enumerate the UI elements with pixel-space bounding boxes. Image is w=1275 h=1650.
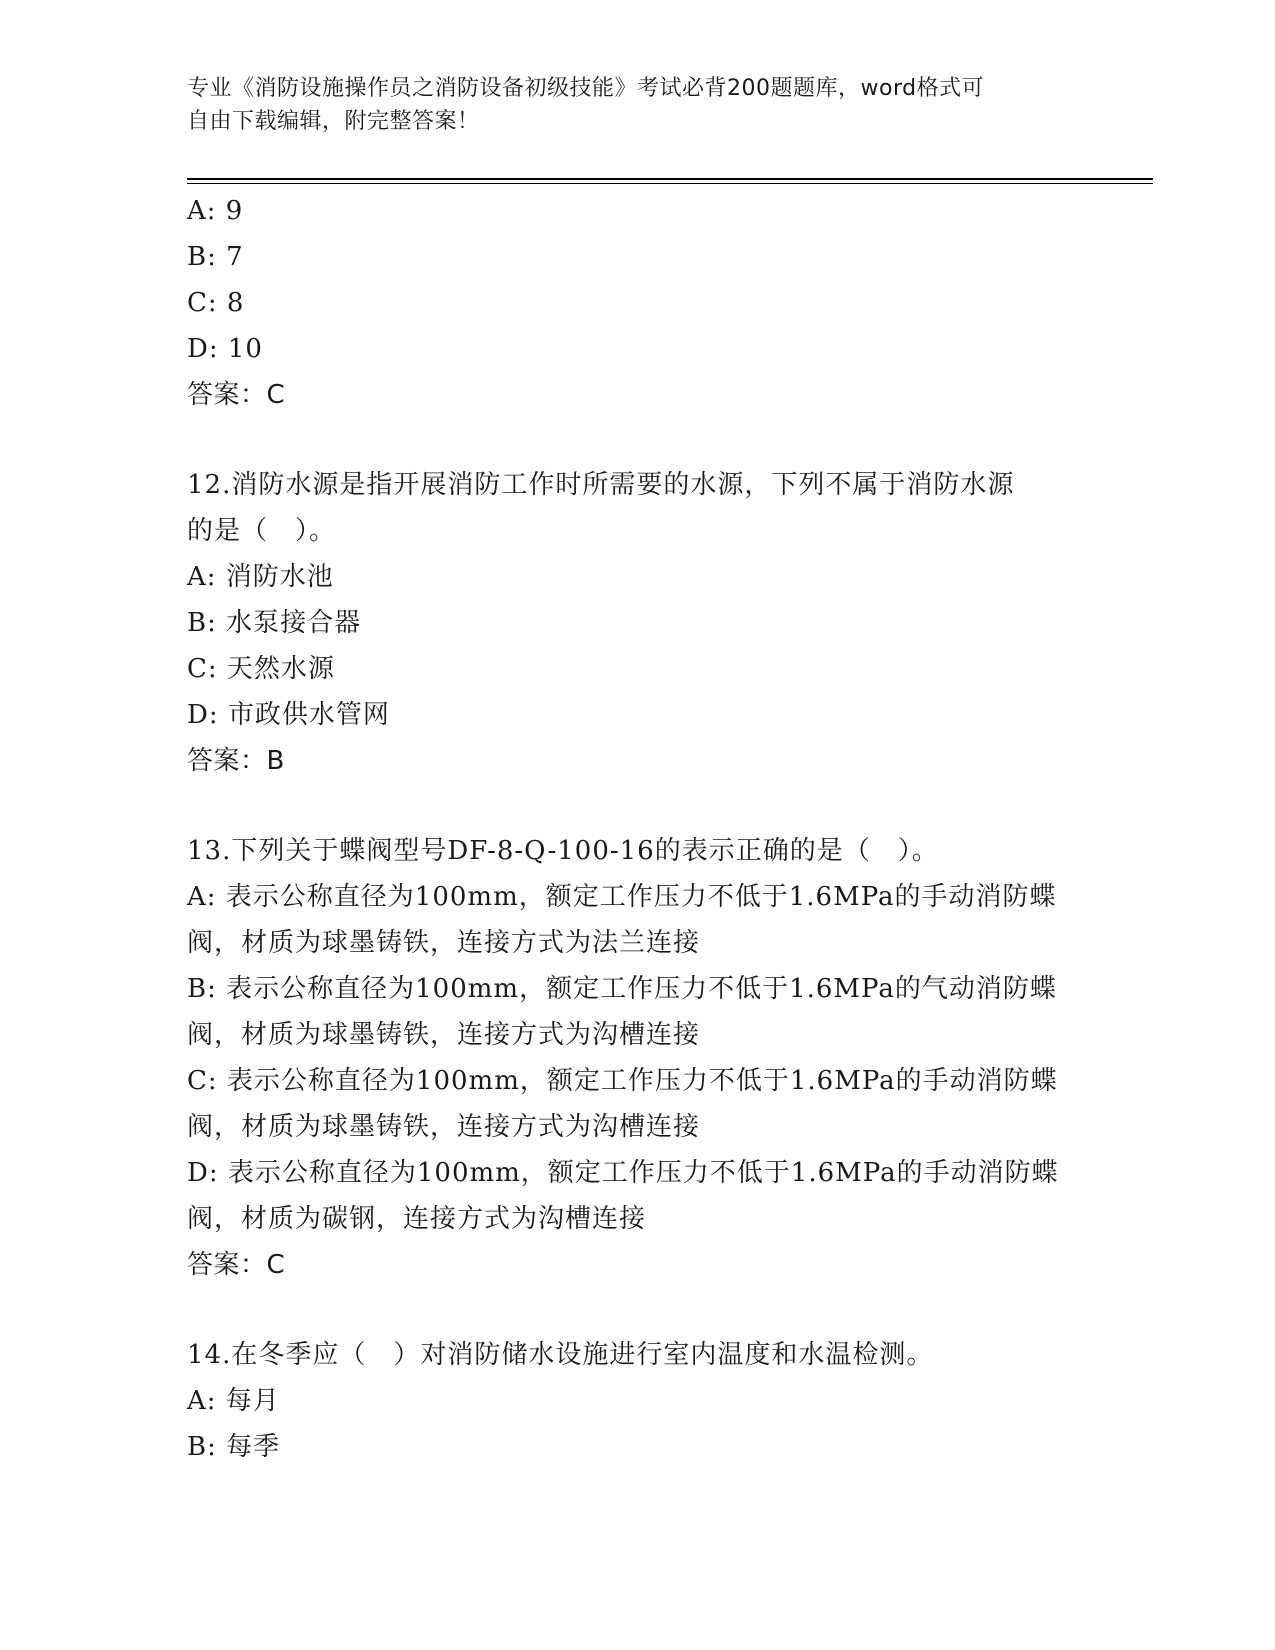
option-a: A: 消防水池	[187, 562, 334, 592]
option-a: A: 每月	[187, 1386, 280, 1416]
question-stem-line: 的是（ ）。	[187, 516, 337, 546]
option-b: B: 水泵接合器	[187, 608, 362, 638]
option-b-line-1: B: 表示公称直径为100mm，额定工作压力不低于1.6MPa的气动消防蝶	[187, 974, 1057, 1004]
spacer	[187, 784, 1087, 828]
header-divider-thick	[187, 178, 1153, 180]
option-d: D: 市政供水管网	[187, 700, 390, 730]
option-c-line-1: C: 表示公称直径为100mm，额定工作压力不低于1.6MPa的手动消防蝶	[187, 1066, 1058, 1096]
option-b: B: 7	[187, 242, 244, 272]
option-a-line-2: 阀，材质为球墨铸铁，连接方式为法兰连接	[187, 928, 701, 958]
option-d-line-1: D: 表示公称直径为100mm，额定工作压力不低于1.6MPa的手动消防蝶	[187, 1158, 1059, 1188]
question-11	[187, 188, 1087, 418]
question-14	[187, 1332, 1087, 1470]
question-list	[187, 188, 1087, 1470]
option-d-line-2: 阀，材质为碳钢，连接方式为沟槽连接	[187, 1204, 647, 1234]
option-c: C: 8	[187, 288, 245, 318]
header-line-1: 专业《消防设施操作员之消防设备初级技能》考试必背200题题库，word格式可	[187, 76, 985, 101]
option-a: A: 9	[187, 196, 244, 226]
option-d: D: 10	[187, 334, 263, 364]
question-stem-line: 12.消防水源是指开展消防工作时所需要的水源，下列不属于消防水源	[187, 470, 1015, 500]
option-b-line-2: 阀，材质为球墨铸铁，连接方式为沟槽连接	[187, 1020, 701, 1050]
spacer	[187, 418, 1087, 462]
option-c: C: 天然水源	[187, 654, 335, 684]
question-stem-line: 13.下列关于蝶阀型号DF-8-Q-100-16的表示正确的是（ ）。	[187, 836, 939, 866]
question-13	[187, 828, 1087, 1288]
option-b: B: 每季	[187, 1432, 281, 1462]
question-stem-line: 14.在冬季应（ ）对消防储水设施进行室内温度和水温检测。	[187, 1340, 934, 1370]
option-c-line-2: 阀，材质为球墨铸铁，连接方式为沟槽连接	[187, 1112, 701, 1142]
answer-line: 答案：B	[187, 746, 285, 776]
answer-line: 答案：C	[187, 380, 286, 410]
document-header	[187, 72, 1067, 138]
spacer	[187, 1288, 1087, 1332]
header-divider-thin	[187, 183, 1153, 184]
question-12	[187, 462, 1087, 784]
header-line-2: 自由下载编辑，附完整答案！	[187, 109, 480, 134]
option-a-line-1: A: 表示公称直径为100mm，额定工作压力不低于1.6MPa的手动消防蝶	[187, 882, 1057, 912]
answer-line: 答案：C	[187, 1250, 286, 1280]
